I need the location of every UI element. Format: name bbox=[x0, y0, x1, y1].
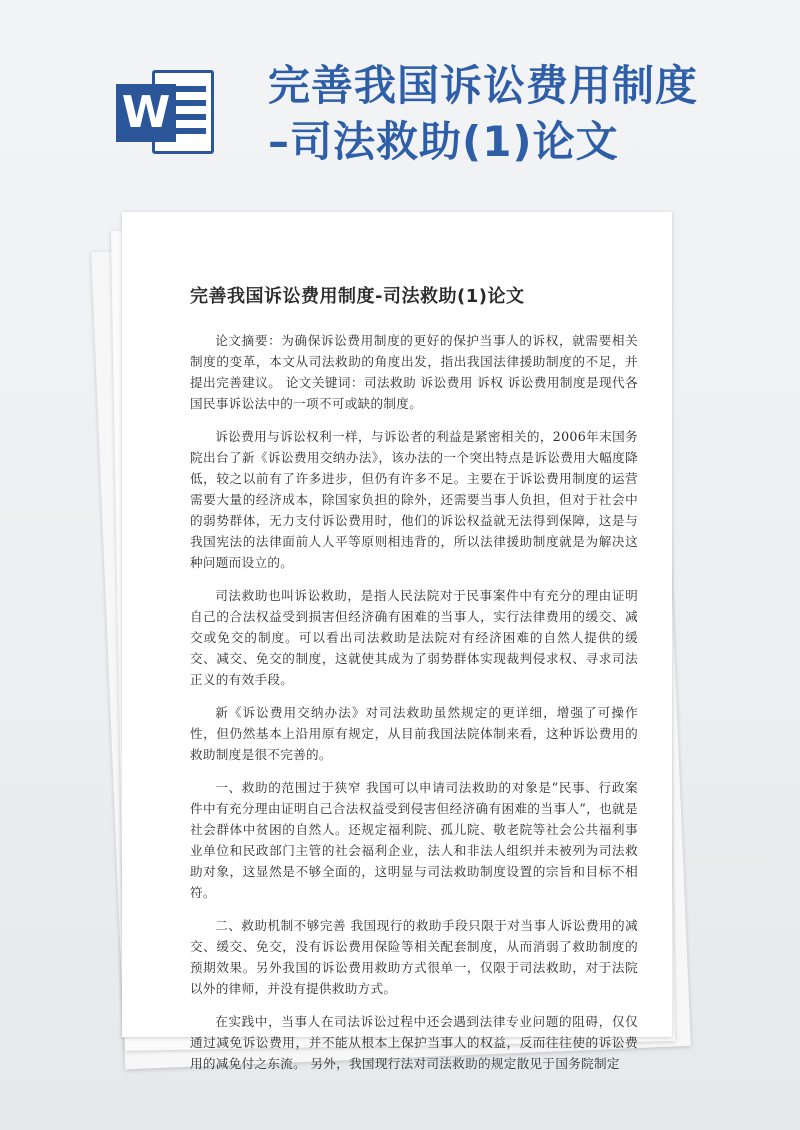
paragraph: 在实践中，当事人在司法诉讼过程中还会遇到法律专业问题的阻碍，仅仅通过减免诉讼费用，并不能从根本上保护当事人的权益，反而往往使的诉讼费用的减免付之东流。 另外，我国现行法对司法救助的规定散见于国务院制定 bbox=[190, 1014, 638, 1071]
paragraph: 司法救助也叫诉讼救助，是指人民法院对于民事案件中有充分的理由证明自己的合法权益受到损害但经济确有困难的当事人，实行法律费用的缓交、减交或免交的制度。可以看出司法救助是法院对有经济困难的自然人提供的缓交、减交、免交的制度，这就使其成为了弱势群体实现裁判侵求权、寻求司法正义的有效手段。 bbox=[190, 588, 638, 687]
paragraph: 一、救助的范围过于狭窄 我国可以申请司法救助的对象是“民事、行政案件中有充分理由证明自己合法权益受到侵害但经济确有困难的当事人”，也就是社会群体中贫困的自然人。还规定福利院、孤儿院、敬老院等社会公共福利事业单位和民政部门主管的社会福利企业，法人和非法人组织并未被列为司法救助对象，这显然是不够全面的，这明显与司法救助制度设置的宗旨和目标不相符。 bbox=[190, 780, 638, 900]
document-body bbox=[190, 330, 638, 1086]
page-title bbox=[268, 58, 788, 170]
paragraph: 诉讼费用与诉讼权利一样，与诉讼者的利益是紧密相关的，2006年末国务院出台了新《诉讼费用交纳办法》，该办法的一个突出特点是诉讼费用大幅度降低，较之以前有了许多进步，但仍有许多不足。主要在于诉讼费用制度的运营需要大量的经济成本，除国家负担的除外，还需要当事人负担，但对于社会中的弱势群体，无力支付诉讼费用时，他们的诉讼权益就无法得到保障，这是与我国宪法的法律面前人人平等原则相违背的，所以法律援助制度就是为解决这种问题而设立的。 bbox=[190, 429, 638, 570]
page-title-line2: –司法救助(1)论文 bbox=[268, 117, 619, 166]
page-title-line1: 完善我国诉讼费用制度 bbox=[268, 61, 699, 110]
paragraph: 二、救助机制不够完善 我国现行的救助手段只限于对当事人诉讼费用的减交、缓交、免交，没有诉讼费用保险等相关配套制度，从而消弱了救助制度的预期效果。另外我国的诉讼费用救助方式很单一，仅限于司法救助，对于法院以外的律师，并没有提供救助方式。 bbox=[190, 918, 638, 996]
word-logo-letter: W bbox=[116, 84, 176, 142]
word-document-icon bbox=[112, 62, 216, 162]
document-page bbox=[122, 212, 672, 1071]
paragraph: 论文摘要：为确保诉讼费用制度的更好的保护当事人的诉权，就需要相关制度的变革，本文从司法救助的角度出发，指出我国法律援助制度的不足，并提出完善建议。 论文关键词：司法救助 诉讼费用 诉权 诉讼费用制度是现代各国民事诉讼法中的一项不可或缺的制度。 bbox=[190, 333, 638, 411]
paragraph: 新《诉讼费用交纳办法》对司法救助虽然规定的更详细，增强了可操作性，但仍然基本上沿用原有规定，从目前我国法院体制来看，这种诉讼费用的救助制度是很不完善的。 bbox=[190, 705, 638, 762]
document-title: 完善我国诉讼费用制度-司法救助(1)论文 bbox=[190, 286, 525, 307]
